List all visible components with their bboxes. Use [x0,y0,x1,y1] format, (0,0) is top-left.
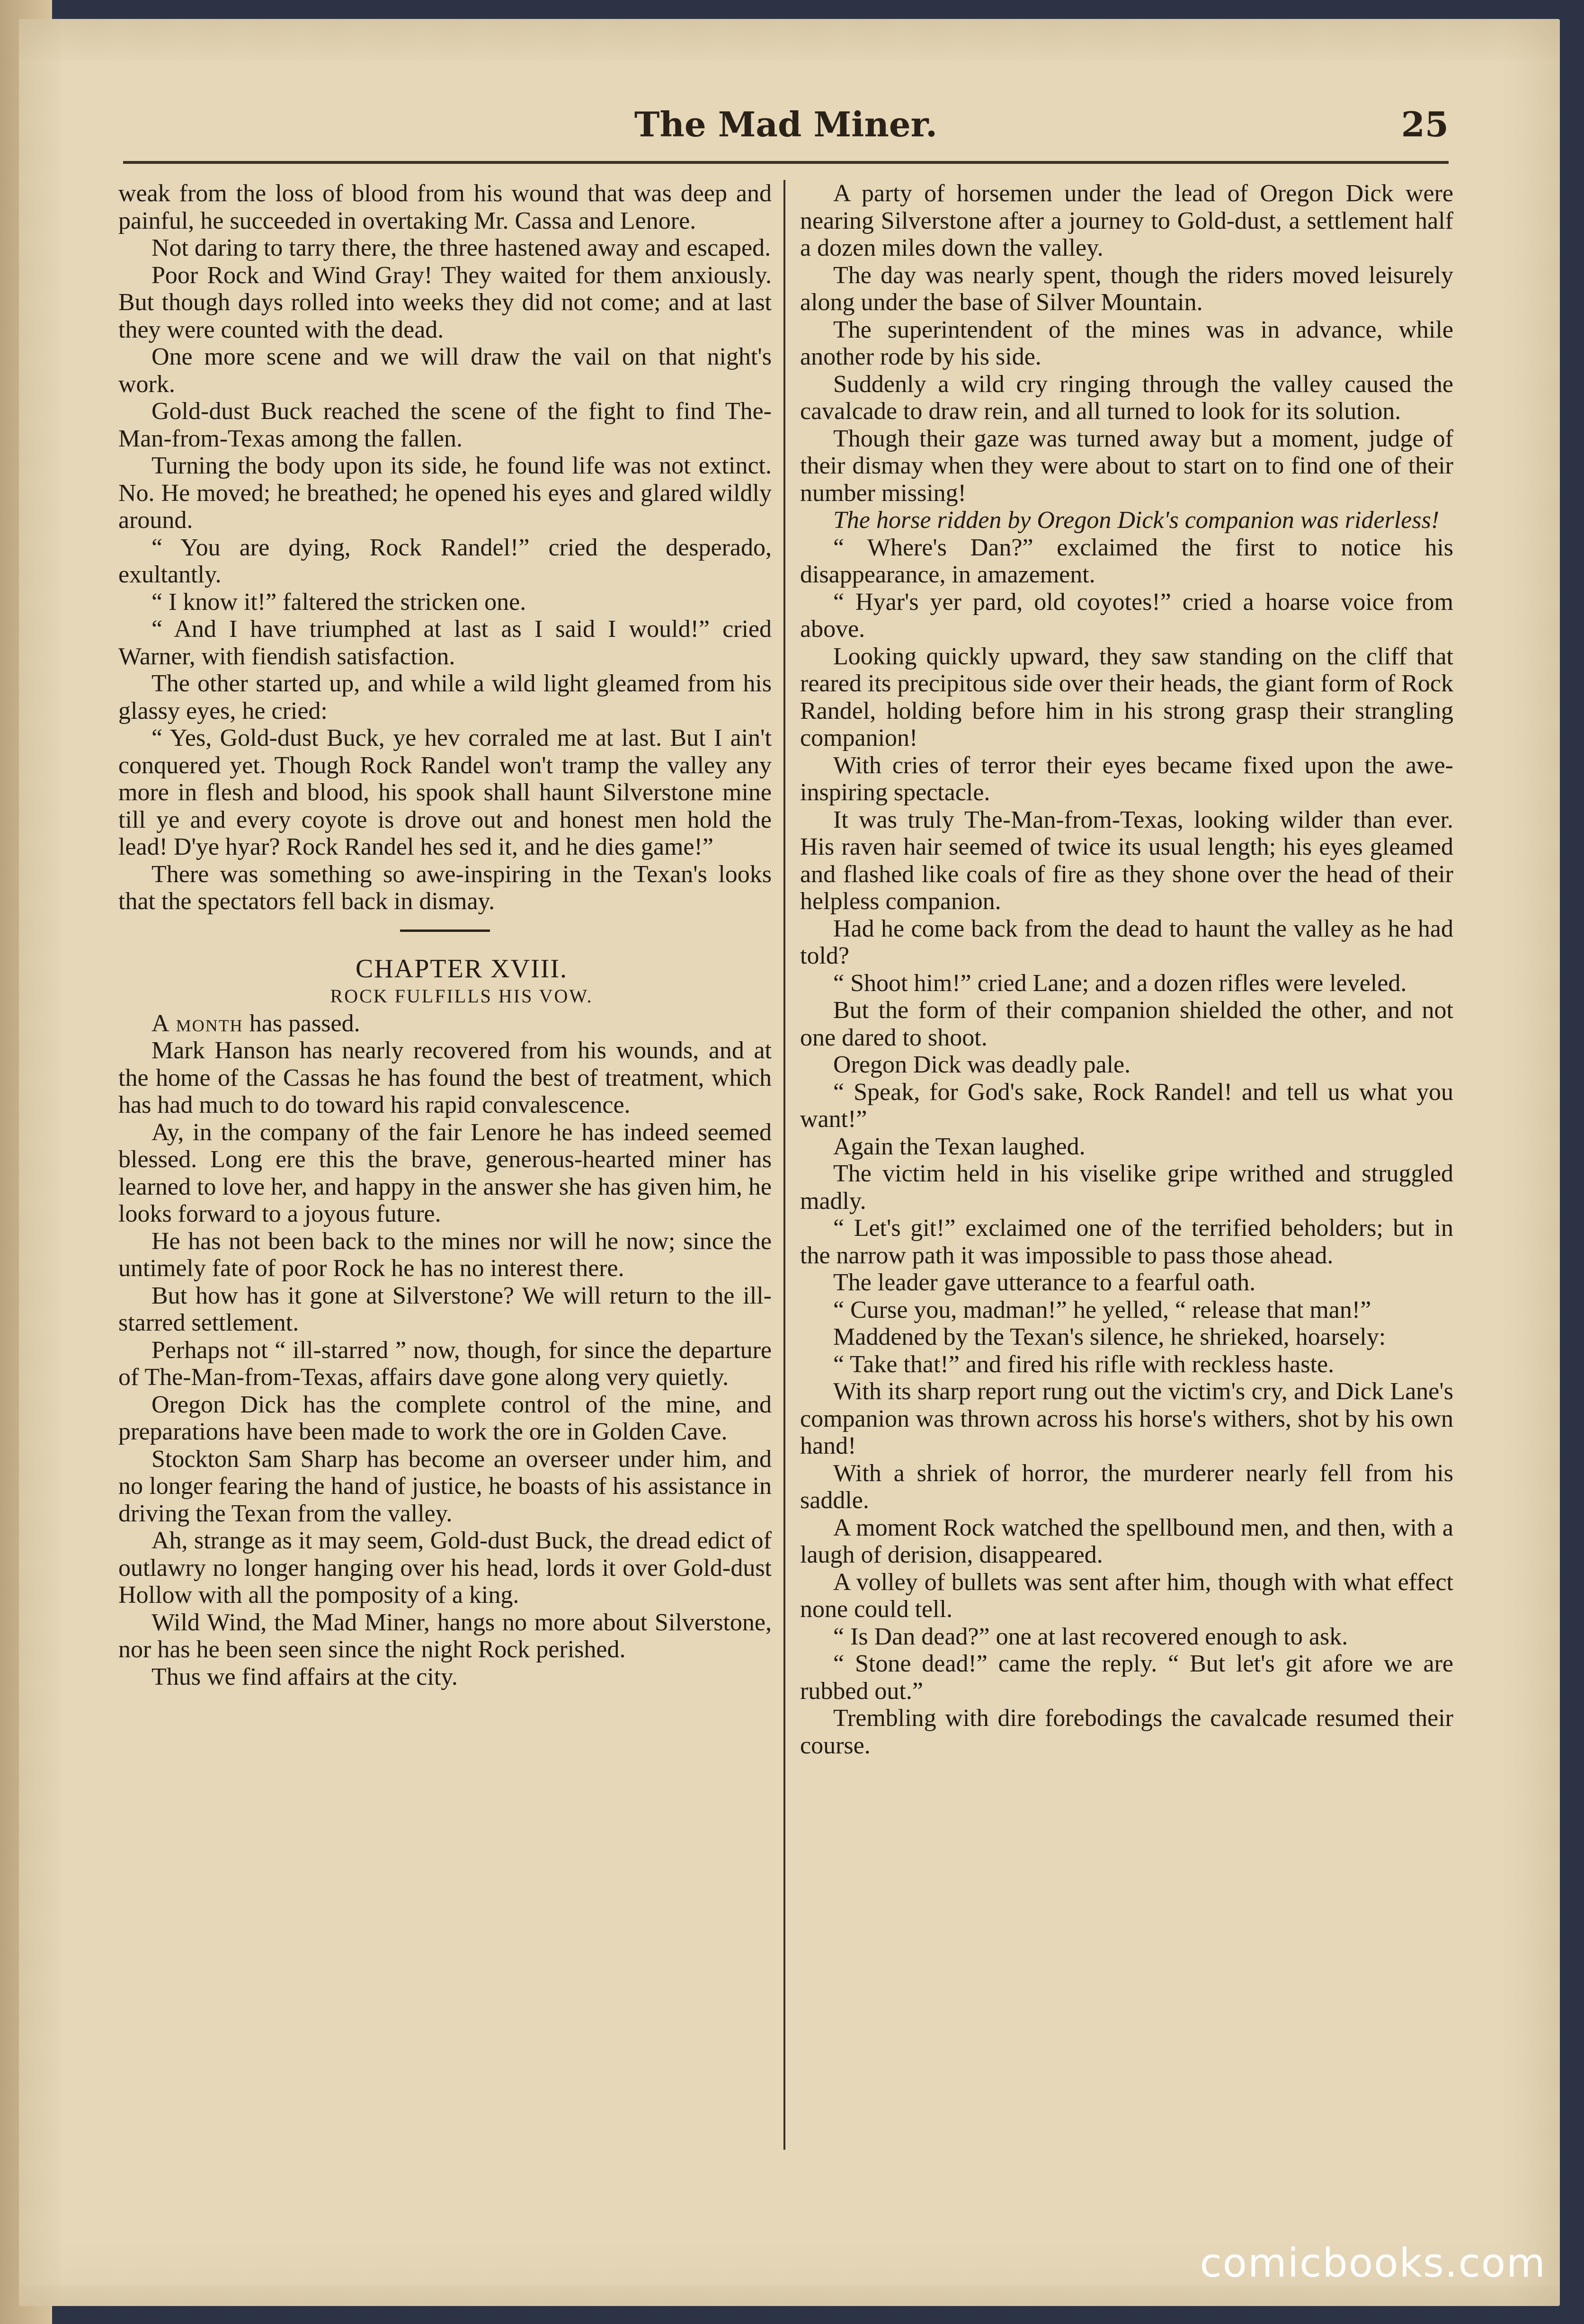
right-column-paragraphs-continued [800,534,1453,1760]
header-rule [123,161,1449,164]
paragraph: A party of horsemen under the lead of Oregon Dick were nearing Silverstone after a journey to Gold-dust, a settlement half a dozen miles down the valley. [800,180,1453,261]
paragraph: Ay, in the company of the fair Lenore he has indeed seemed blessed. Long ere this the brave, generous-hearted miner has learned to love her, and happy in the answer she has given him, he looks forward to a joyous future. [118,1118,772,1227]
paragraph: “ Hyar's yer pard, old coyotes!” cried a hoarse voice from above. [800,588,1453,643]
paragraph: Gold-dust Buck reached the scene of the fight to find The-Man-from-Texas among the fallen. [118,398,772,452]
paragraph: The leader gave utterance to a fearful oath. [833,1269,1256,1296]
paragraph: Thus we find affairs at the city. [151,1663,458,1690]
paragraph: Perhaps not “ ill-starred ” now, though, for since the departure of The-Man-from-Texas, affairs dave gone along very quietly. [118,1336,772,1391]
column-rule [783,180,785,2150]
paragraph: It was truly The-Man-from-Texas, looking wilder than ever. His raven hair seemed of twice its usual length; his eyes gleamed and flashed like coals of fire as they shone over the head of their helpless companion. [800,806,1453,915]
paragraph: Mark Hanson has nearly recovered from his wounds, and at the home of the Cassas he has found the best of treatment, which has had much to do toward his rapid convalescence. [118,1037,772,1118]
paragraph: “ And I have triumphed at last as I said I would!” cried Warner, with fiendish satisfaction. [118,616,772,670]
paragraph: Oregon Dick was deadly pale. [833,1051,1131,1078]
chapter-opening-paragraph [118,1010,772,1037]
paragraph: Had he come back from the dead to haunt the valley as he had told? [800,915,1453,969]
paragraph: With a shriek of horror, the murderer nearly fell from his saddle. [800,1459,1453,1514]
paragraph: “ Stone dead!” came the reply. “ But let's git afore we are rubbed out.” [800,1650,1453,1705]
right-column-paragraphs [800,180,1453,507]
paragraph: “ Take that!” and fired his rifle with reckless haste. [833,1350,1335,1378]
paragraph: Not daring to tarry there, the three hastened away and escaped. [151,234,771,261]
paragraph: He has not been back to the mines nor will he now; since the untimely fate of poor Rock he has no interest there. [118,1227,772,1282]
paragraph: “ Shoot him!” cried Lane; and a dozen rifles were leveled. [833,969,1407,997]
paragraph: Again the Texan laughed. [833,1133,1086,1160]
paragraph: Oregon Dick has the complete control of the mine, and preparations have been made to work the ore in Golden Cave. [118,1391,772,1445]
chapter-title: CHAPTER XVIII. [356,954,568,983]
paragraph: But how has it gone at Silverstone? We will return to the ill-starred settlement. [118,1282,772,1336]
right-column [800,180,1453,1759]
paragraph: A volley of bullets was sent after him, though with what effect none could tell. [800,1568,1453,1623]
paragraph: “ Curse you, madman!” he yelled, “ release that man!” [833,1296,1371,1323]
paragraph: One more scene and we will draw the vail on that night's work. [118,343,772,398]
section-divider [400,930,490,932]
paragraph: Looking quickly upward, they saw standing on the cliff that reared its precipitous side over their heads, the giant form of Rock Randel, holding before him in his strong grasp their strangling companion! [800,643,1453,751]
paragraph: “ Let's git!” exclaimed one of the terrified beholders; but in the narrow path it was impossible to pass those ahead. [800,1215,1453,1269]
paragraph: “ Yes, Gold-dust Buck, ye hev corraled me at last. But I ain't conquered yet. Though Rock Randel won't tramp the valley any more in flesh and blood, his spook shall haunt Silverstone mine till ye and every coyote is drove out and honest men hold the lead! D'ye hyar? Rock Randel hes sed it, and he dies game!” [118,724,772,860]
paragraph: Trembling with dire forebodings the cavalcade resumed their course. [800,1705,1453,1759]
left-column [118,180,772,1690]
paragraph: Though their gaze was turned away but a moment, judge of their dismay when they were about to start on to find one of their number missing! [800,425,1453,507]
paragraph: There was something so awe-inspiring in the Texan's looks that the spectators fell back in dismay. [118,860,772,915]
page-header [123,99,1449,170]
chapter-opening-rest: has passed. [243,1010,360,1037]
paragraph: With its sharp report rung out the victim's cry, and Dick Lane's companion was thrown across his horse's withers, shot by his own hand! [800,1378,1453,1459]
paragraph: The superintendent of the mines was in advance, while another rode by his side. [800,316,1453,370]
paragraph: Wild Wind, the Mad Miner, hangs no more about Silverstone, nor has he been seen since the night Rock perished. [118,1609,772,1663]
paragraph: “ Where's Dan?” exclaimed the first to notice his disappearance, in amazement. [800,534,1453,588]
paragraph: Stockton Sam Sharp has become an overseer under him, and no longer fearing the hand of justice, he boasts of his assistance in driving the Texan from the valley. [118,1445,772,1527]
paragraph: Suddenly a wild cry ringing through the valley caused the cavalcade to draw rein, and all turned to look for its solution. [800,370,1453,425]
left-column-paragraphs [118,180,772,915]
paragraph: Turning the body upon its side, he found life was not extinct. No. He moved; he breathed; he opened his eyes and glared wildly around. [118,452,772,534]
paragraph: “ You are dying, Rock Randel!” cried the desperado, exultantly. [118,534,772,588]
paragraph: The other started up, and while a wild light gleamed from his glassy eyes, he cried: [118,670,772,724]
paragraph: “ I know it!” faltered the stricken one. [151,588,526,616]
watermark: comicbooks.com [1200,2240,1546,2286]
paragraph: With cries of terror their eyes became fixed upon the awe-inspiring spectacle. [800,751,1453,806]
paragraph: Maddened by the Texan's silence, he shrieked, hoarsely: [833,1323,1386,1350]
paragraph: But the form of their companion shielded the other, and not one dared to shoot. [800,997,1453,1051]
paragraph: A moment Rock watched the spellbound men, and then, with a laugh of derision, disappeared. [800,1514,1453,1568]
paragraph: The victim held in his viselike gripe writhed and struggled madly. [800,1160,1453,1215]
paragraph: “ Is Dan dead?” one at last recovered enough to ask. [833,1623,1348,1650]
paragraph: The day was nearly spent, though the riders moved leisurely along under the base of Silver Mountain. [800,261,1453,316]
chapter-subtitle: ROCK FULFILLS HIS VOW. [330,985,593,1007]
page-number: 25 [1401,104,1449,144]
chapter-opening-word: A month [151,1010,243,1037]
paragraph: “ Speak, for God's sake, Rock Randel! and tell us what you want!” [800,1078,1453,1133]
running-title: The Mad Miner. [634,104,938,144]
italic-paragraph: The horse ridden by Oregon Dick's companion was riderless! [833,507,1440,534]
chapter-paragraphs [118,1037,772,1690]
paragraph: Poor Rock and Wind Gray! They waited for them anxiously. But though days rolled into weeks they did not come; and at last they were counted with the dead. [118,261,772,343]
paragraph: weak from the loss of blood from his wound that was deep and painful, he succeeded in overtaking Mr. Cassa and Lenore. [118,180,772,234]
paragraph: Ah, strange as it may seem, Gold-dust Buck, the dread edict of outlawry no longer hanging over his head, lords it over Gold-dust Hollow with all the pomposity of a king. [118,1527,772,1609]
